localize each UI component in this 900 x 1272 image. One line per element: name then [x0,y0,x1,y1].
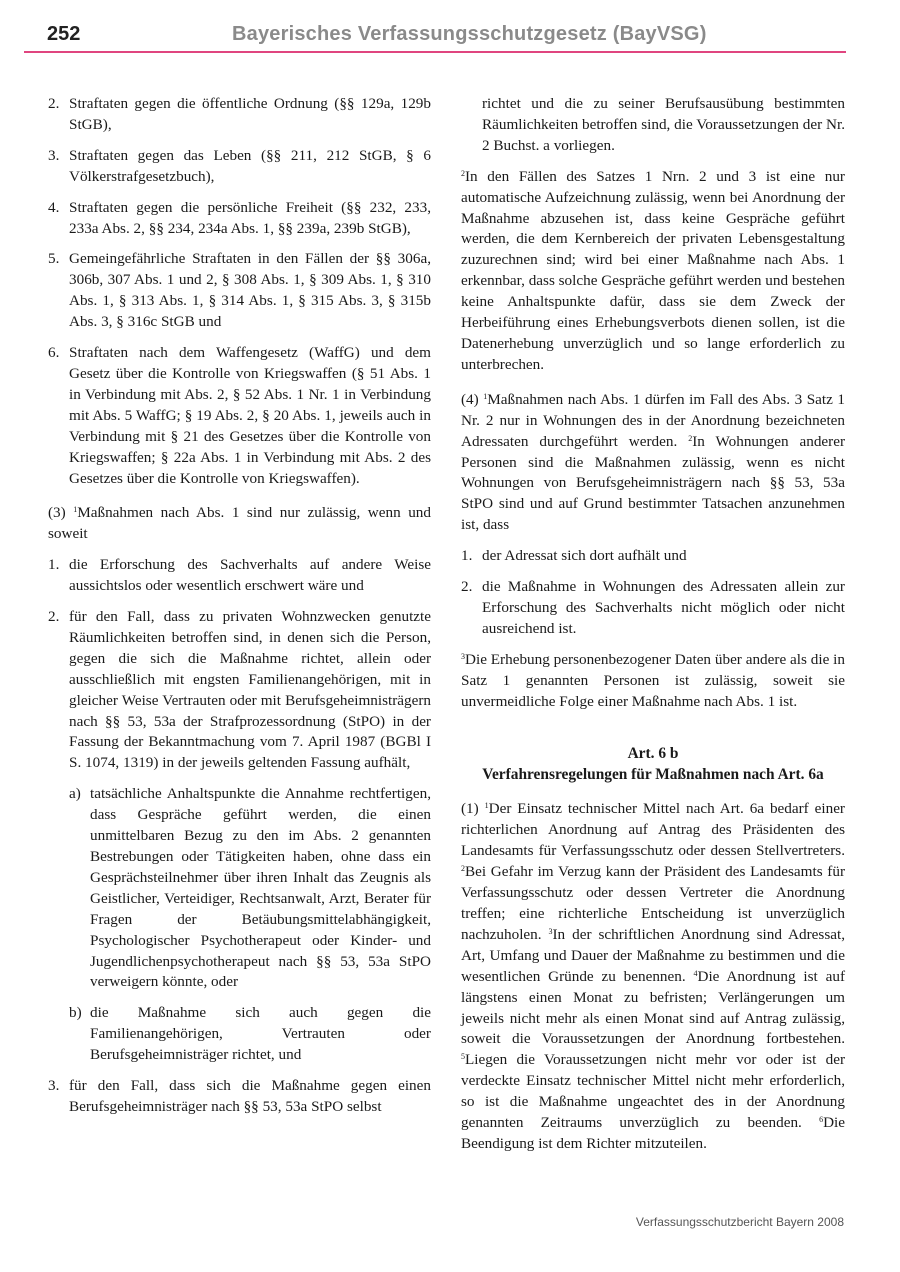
page-footer: Verfassungsschutzbericht Bayern 2008 [635,1215,844,1229]
page-number: 252 [47,23,81,45]
paragraph-3: (3) $^1$Maßnahmen nach Abs. 1 sind nur zulässig, wenn und soweit [48,504,431,543]
list-item: 3. für den Fall, dass sich die Maßnahme gegen einen Berufsgeheimnisträger nach §§ 53, 53a StPO selbst [48,1077,431,1115]
list-item: 1. die Erforschung des Sachverhalts auf andere Weise aussichtslos oder wesentlich erschwert wäre und [48,556,431,595]
list-item: 2. für den Fall, dass zu privaten Wohnzwecken genutzte Räumlichkeiten betroffen sind, in denen sich die Person, gegen die sich die Maßnahme richtet, allein oder ausschließlich mit engsten Familienangehörigen, mit in gleicher Weise Vertrauten oder mit Berufsgeheimnisträgern nach §§ 53, 53a der Strafprozessordnung (StPO) in der Fassung der Bekanntmachung vom 7. April 1987 (BGBl I S. 1074, 1319) in der jeweils geltenden Fassung aufhält, [48,608,431,772]
list-item: 1. der Adressat sich dort aufhält und [461,547,687,565]
paragraph-4: (4) $^1$Maßnahmen nach Abs. 1 dürfen im Fall des Abs. 3 Satz 1 Nr. 2 nur in Wohnungen des in der Anordnung bezeichneten Adressaten durchgeführt werden. $^2$In Wohnungen anderer Personen sind die Maßnahmen zulässig, wenn es nicht Wohnungen von Berufsgeheimnisträgern nach §§ 53, 53a StPO sind und auf Grund bestimmter Tatsachen anzunehmen ist, dass [461,390,846,534]
running-title: Bayerisches Verfassungsschutzgesetz (BayVSG) [232,23,707,45]
continuation-text: richtet und die zu seiner Berufsausübung bestimmten Räumlichkeiten betroffen sind, die Voraussetzungen der Nr. 2 Buchst. a vorliegen. [482,95,845,154]
sub-list-item: a) tatsächliche Anhaltspunkte die Annahme rechtfertigen, dass Gespräche geführt werden, die einen unmittelbaren Bezug zu den im Abs. 2 genannten Bestrebungen oder Tätigkeiten haben, ohne dass ein Gesprächsteilnehmer über ihren Inhalt das Zeugnis als Geistlicher, Verteidiger, Rechtsanwalt, Arzt, Berater für Fragen der Betäubungsmittelabhängigkeit, Psychologischer Psychotherapeut oder Kinder- und Jugendlichenpsychotherapeut nach §§ 53, 53a StPO verweigern könnte, oder [69,785,431,991]
header-rule [24,51,846,53]
sentence-2: $^2$In den Fällen des Satzes 1 Nrn. 2 und 3 ist eine nur automatische Aufzeichnung zulässig, wenn bei Anordnung der Maßnahme abzusehen ist, dass keine Gespräche geführt werden, die dem Kernbereich der privaten Lebensgestaltung zuzurechnen sind; wird bei einer Maßnahme nach Abs. 1 erkennbar, dass solche Gespräche geführt werden und bestehen keine Anhaltspunkte dafür, dass sie dem Zweck der Herbeiführung eines Erhebungsverbots dienen sollen, ist die Datenerhebung unverzüglich und so lange erforderlich zu unterbrechen. [461,167,845,373]
sub-list-item: b) die Maßnahme sich auch gegen die Familienangehörigen, Vertrauten oder Berufsgeheimnisträger richtet, und [69,1004,431,1064]
list-item: 5. Gemeingefährliche Straftaten in den Fällen der §§ 306a, 306b, 307 Abs. 1 und 2, § 308 Abs. 1, § 309 Abs. 1, § 310 Abs. 1, § 313 Abs. 1, § 314 Abs. 1, § 315 Abs. 3, § 315b Abs. 3, § 316c StGB und [48,250,431,331]
article-paragraph-1: (1) $^1$Der Einsatz technischer Mittel nach Art. 6a bedarf einer richterlichen Anordnung auf Antrag des Präsidenten des Landesamts für Verfassungsschutz oder dessen Stellvertreters. $^2$Bei Gefahr im Verzug kann der Präsident des Landesamts für Verfassungsschutz oder dessen Vertreter die Anordnung treffen; eine richterliche Entscheidung ist unverzüglich nachzuholen. $^3$In der schriftlichen Anordnung sind Adressat, Art, Umfang und Dauer der Maßnahme zu bestimmen und die wesentlichen Gründe zu benennen. $^4$Die Anordnung ist auf längstens einen Monat zu befristen; Verlängerungen um jeweils nicht mehr als einen Monat sind auf Antrag zulässig, soweit die Voraussetzungen der Anordnung fortbestehen. $^5$Liegen die Voraussetzungen nicht mehr vor oder ist der verdeckte Einsatz technischer Mittel nicht mehr erforderlich, so ist die Maßnahme ungeachtet des in der Anordnung genannten Zeitraums unverzüglich zu beenden. $^6$Die Beendigung ist dem Richter mitzuteilen. [461,800,845,1152]
list-item: 6. Straftaten nach dem Waffengesetz (WaffG) und dem Gesetz über die Kontrolle von Kriegswaffen (§ 51 Abs. 1 in Verbindung mit Abs. 2, § 52 Abs. 1 Nr. 1 in Verbindung mit Abs. 5 WaffG; § 19 Abs. 2, § 20 Abs. 1, jeweils auch in Verbindung mit § 21 des Gesetzes über die Kontrolle von Kriegswaffen; § 22a Abs. 1 in Verbindung mit Abs. 2 des Gesetzes über die Kontrolle von Kriegswaffen). [48,344,431,487]
page-header [0,0,900,56]
sentence-3: $^3$Die Erhebung personenbezogener Daten über andere als die in Satz 1 genannten Personen ist zulässig, soweit sie unvermeidliche Folge einer Maßnahme nach Abs. 1 ist. [461,650,845,710]
list-item: 2. Straftaten gegen die öffentliche Ordnung (§§ 129a, 129b StGB), [48,95,431,133]
list-item: 4. Straftaten gegen die persönliche Freiheit (§§ 232, 233, 233a Abs. 2, §§ 234, 234a Abs. 1, §§ 239a, 239b StGB), [48,198,431,237]
article-heading: Art. 6 b Verfahrensregelungen für Maßnahmen nach Art. 6a [482,745,824,784]
left-column [48,94,431,1118]
right-column [461,94,845,1155]
list-item: 3. Straftaten gegen das Leben (§§ 211, 212 StGB, § 6 Völkerstrafgesetzbuch), [48,146,431,185]
list-item: 2. die Maßnahme in Wohnungen des Adressaten allein zur Erforschung des Sachverhalts nicht möglich oder nicht ausreichend ist. [461,578,845,637]
